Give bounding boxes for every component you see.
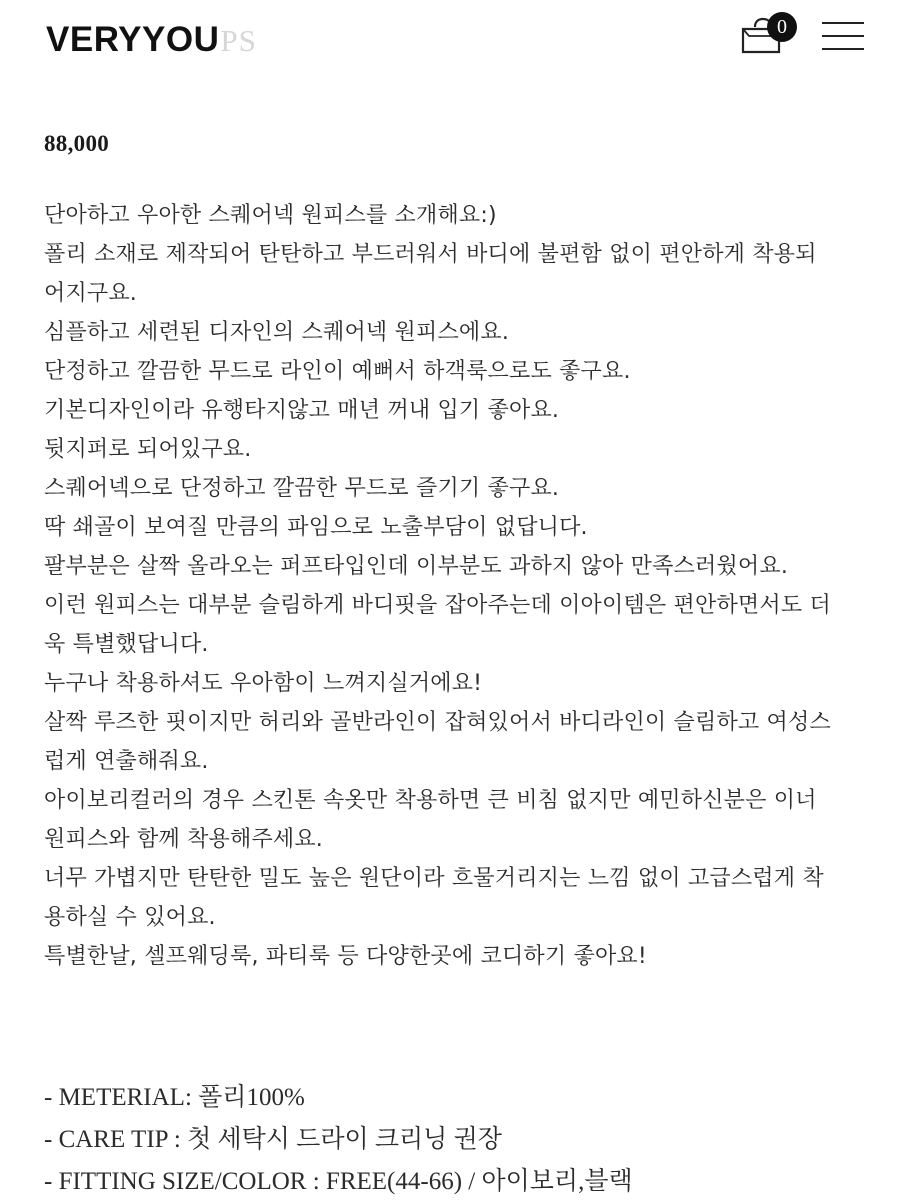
cart-count-badge: 0 [767, 12, 797, 42]
menu-line-bottom [822, 48, 864, 50]
spec-care-tip: - CARE TIP : 첫 세탁시 드라이 크리닝 권장 [44, 1126, 502, 1153]
description-line: 딱 쇄골이 보여질 만큼의 파임으로 노출부담이 없답니다. [44, 515, 588, 540]
menu-line-top [822, 22, 864, 24]
description-line: 기본디자인이라 유행타지않고 매년 꺼내 입기 좋아요. [44, 398, 560, 423]
cart-button[interactable] [740, 12, 798, 58]
description-line: 살짝 루즈한 핏이지만 허리와 골반라인이 잡혀있어서 바디라인이 슬림하고 여성스 [44, 710, 831, 735]
product-price: 88,000 [44, 131, 110, 156]
product-description [44, 196, 874, 976]
description-line: 심플하고 세련된 디자인의 스퀘어넥 원피스에요. [44, 320, 510, 345]
brand-logo[interactable] [46, 20, 257, 60]
spec-fitting-size-color: - FITTING SIZE/COLOR : FREE(44-66) / 아이보리,블랙 [44, 1168, 633, 1195]
site-header [0, 0, 910, 80]
description-line: 폴리 소재로 제작되어 탄탄하고 부드러워서 바디에 불편함 없이 편안하게 착용되 [44, 242, 817, 267]
logo-text: VERYYOU [46, 20, 220, 59]
hamburger-menu-icon[interactable] [822, 20, 864, 52]
description-line: 단정하고 깔끔한 무드로 라인이 예뻐서 하객룩으로도 좋구요. [44, 359, 631, 384]
description-line: 너무 가볍지만 탄탄한 밀도 높은 원단이라 흐물거리지는 느낌 없이 고급스럽게 착 [44, 866, 824, 891]
menu-line-middle [822, 35, 864, 37]
description-line: 단아하고 우아한 스퀘어넥 원피스를 소개해요:) [44, 203, 497, 228]
product-specs [44, 1077, 633, 1203]
spec-material: - METERIAL: 폴리100% [44, 1084, 305, 1111]
description-line: 원피스와 함께 착용해주세요. [44, 827, 324, 852]
description-line: 특별한날, 셀프웨딩룩, 파티룩 등 다양한곳에 코디하기 좋아요! [44, 944, 647, 969]
description-line: 이런 원피스는 대부분 슬림하게 바디핏을 잡아주는데 이아이템은 편안하면서도 더 [44, 593, 831, 618]
description-line: 아이보리컬러의 경우 스킨톤 속옷만 착용하면 큰 비침 없지만 예민하신분은 이너 [44, 788, 817, 813]
description-line: 어지구요. [44, 281, 138, 306]
description-line: 스퀘어넥으로 단정하고 깔끔한 무드로 즐기기 좋구요. [44, 476, 560, 501]
description-line: 욱 특별했답니다. [44, 632, 209, 657]
description-line: 뒷지퍼로 되어있구요. [44, 437, 252, 462]
description-line: 용하실 수 있어요. [44, 905, 216, 930]
description-line: 팔부분은 살짝 올라오는 퍼프타입인데 이부분도 과하지 않아 만족스러웠어요. [44, 554, 789, 579]
description-line: 누구나 착용하셔도 우아함이 느껴지실거에요! [44, 671, 483, 696]
description-line: 럽게 연출해줘요. [44, 749, 209, 774]
logo-trailing-text: PS [220, 23, 257, 58]
